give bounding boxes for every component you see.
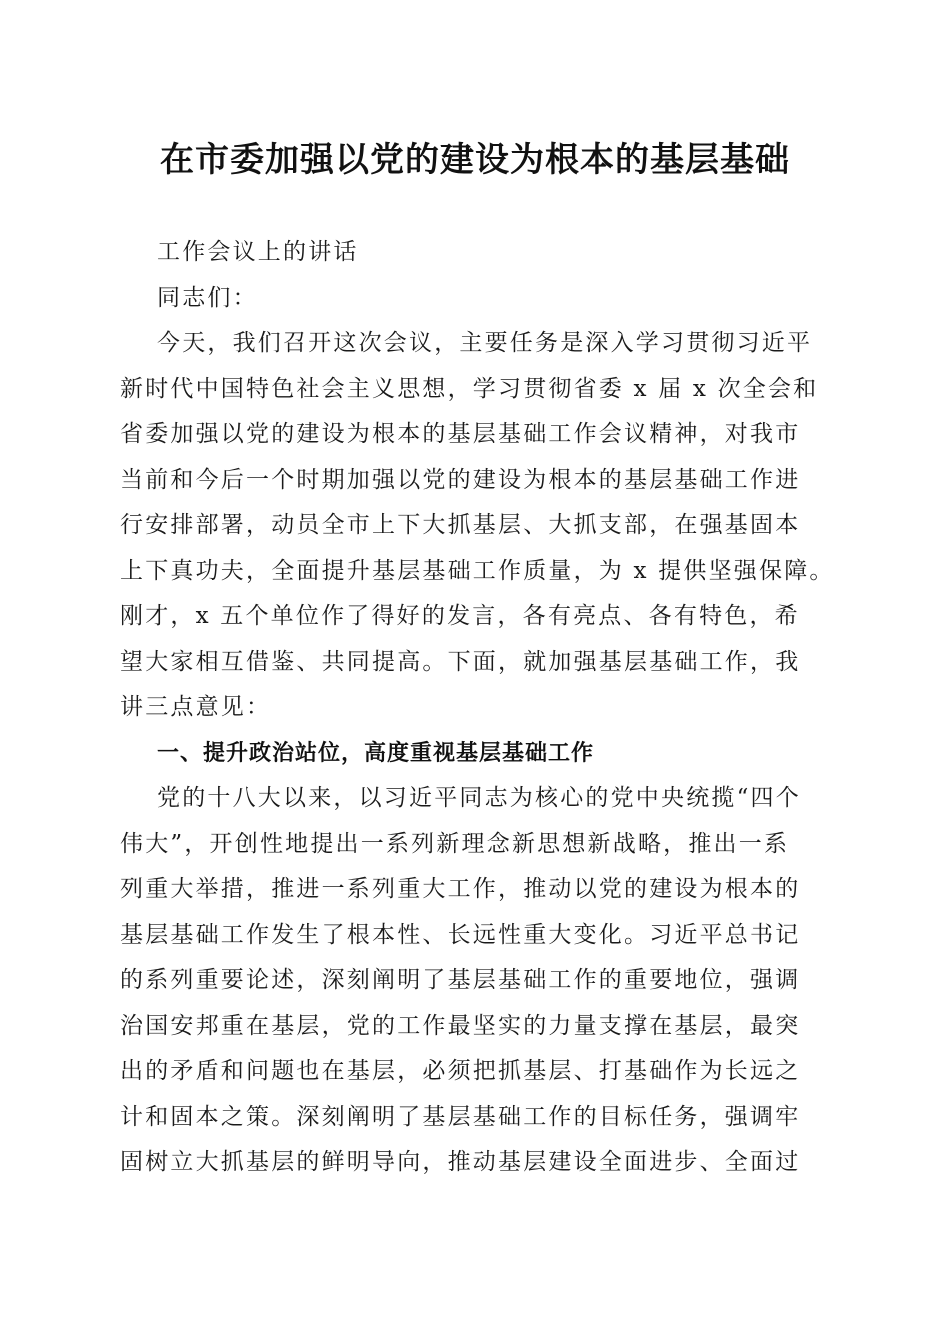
paragraph-1-line: 新时代中国特色社会主义思想，学习贯彻省委 x 届 x 次全会和 bbox=[120, 375, 819, 402]
paragraph-1-line: 上下真功夫，全面提升基层基础工作质量，为 x 提供坚强保障。 bbox=[120, 557, 835, 584]
paragraph-1-line: 刚才，x 五个单位作了得好的发言，各有亮点、各有特色，希 bbox=[120, 603, 800, 629]
paragraph-2-line: 固树立大抓基层的鲜明导向，推动基层建设全面进步、全面过 bbox=[120, 1149, 801, 1175]
document-body bbox=[120, 230, 835, 1186]
salutation: 同志们： bbox=[157, 284, 258, 311]
section-1-heading: 一、提升政治站位，高度重视基层基础工作 bbox=[157, 740, 595, 766]
document-title: 在市委加强以党的建设为根本的基层基础 bbox=[160, 140, 790, 180]
paragraph-2-line: 出的矛盾和问题也在基层，必须把抓基层、打基础作为长远之 bbox=[120, 1058, 801, 1084]
paragraph-1-line: 望大家相互借鉴、共同提高。下面，就加强基层基础工作，我 bbox=[120, 648, 801, 675]
paragraph-2-line: 基层基础工作发生了根本性、长远性重大变化。习近平总书记 bbox=[120, 921, 801, 948]
subtitle: 工作会议上的讲话 bbox=[157, 239, 359, 265]
paragraph-2-line: 党的十八大以来，以习近平同志为核心的党中央统揽“四个 bbox=[157, 785, 801, 811]
paragraph-2-line: 计和固本之策。深刻阐明了基层基础工作的目标任务，强调牢 bbox=[120, 1103, 801, 1130]
paragraph-2-line: 治国安邦重在基层，党的工作最坚实的力量支撑在基层，最突 bbox=[120, 1012, 801, 1039]
paragraph-1-line: 省委加强以党的建设为根本的基层基础工作会议精神，对我市 bbox=[120, 421, 801, 447]
paragraph-2-line: 伟大”，开创性地提出一系列新理念新思想新战略，推出一系 bbox=[120, 830, 790, 857]
paragraph-2-line: 列重大举措，推进一系列重大工作，推动以党的建设为根本的 bbox=[120, 876, 801, 902]
paragraph-1-line: 当前和今后一个时期加强以党的建设为根本的基层基础工作进 bbox=[120, 466, 801, 493]
paragraph-1-line: 行安排部署，动员全市上下大抓基层、大抓支部，在强基固本 bbox=[120, 512, 801, 538]
paragraph-1-line: 讲三点意见： bbox=[120, 694, 272, 720]
paragraph-1-line: 今天，我们召开这次会议，主要任务是深入学习贯彻习近平 bbox=[157, 330, 813, 356]
paragraph-2-line: 的系列重要论述，深刻阐明了基层基础工作的重要地位，强调 bbox=[120, 967, 801, 993]
